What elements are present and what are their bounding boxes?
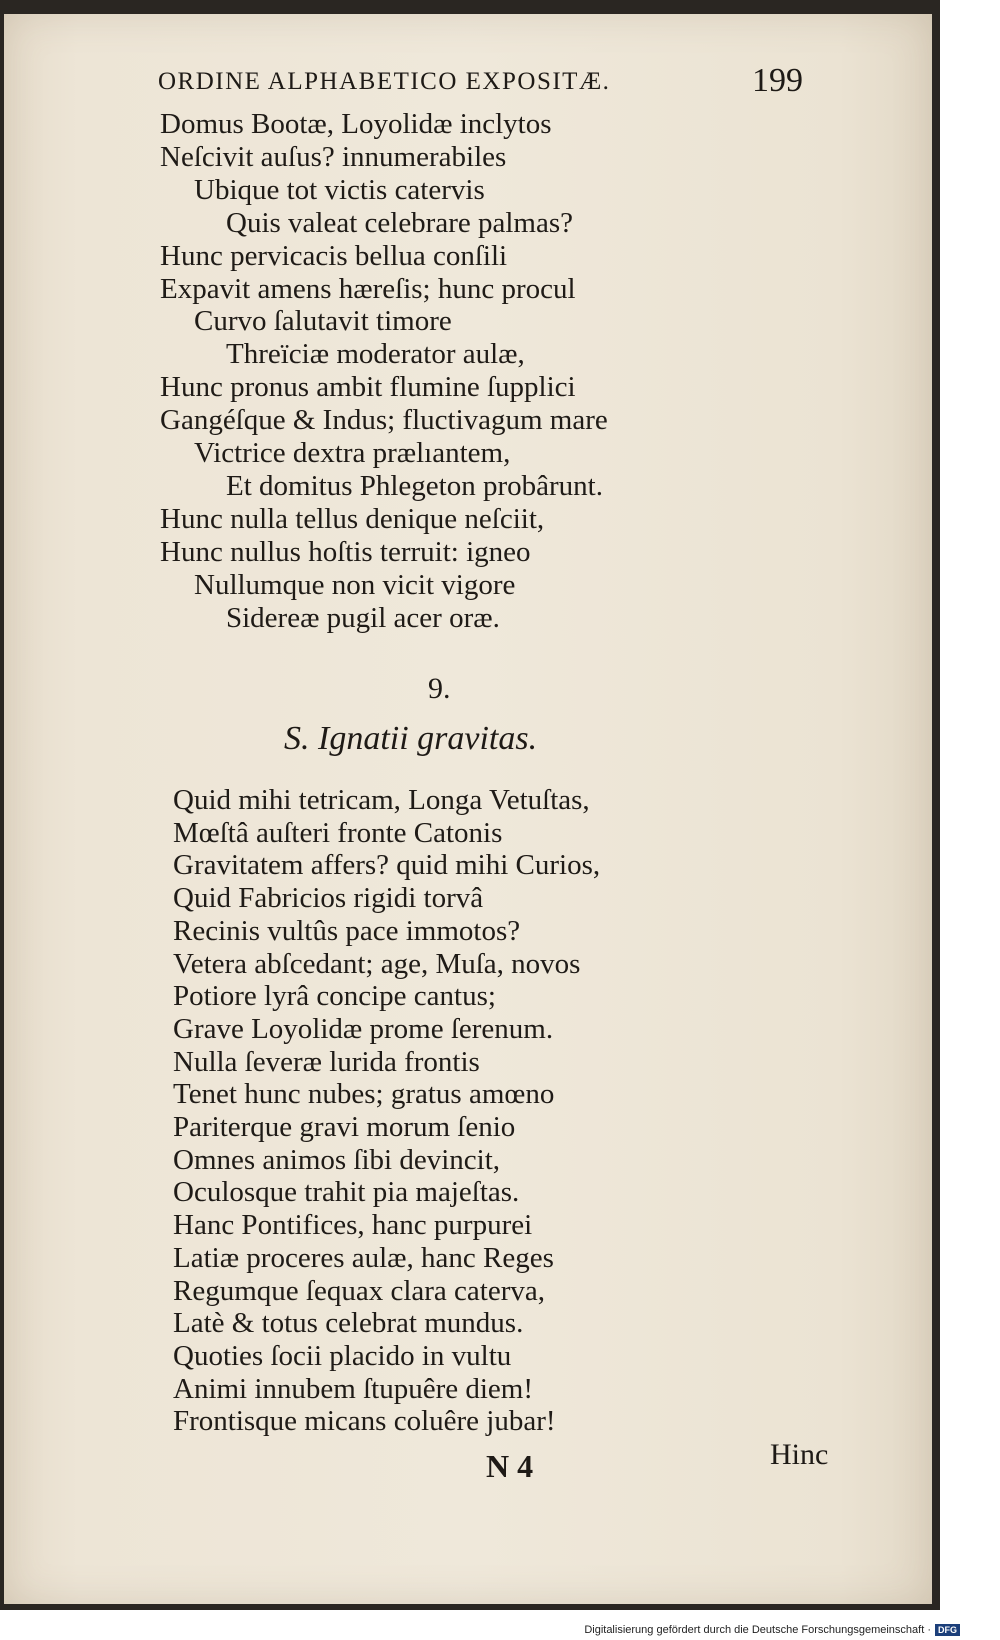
verse-line: Quis valeat celebrare palmas? (226, 206, 574, 239)
ode-continued (160, 108, 780, 635)
signature-mark: N 4 (486, 1448, 534, 1484)
verse-line: Gangéſque & Indus; fluctivagum mare (160, 404, 608, 437)
verse-line: Potiore lyrâ concipe cantus; (173, 980, 496, 1013)
verse-line: Nulla ſeveræ lurida frontis (173, 1045, 480, 1078)
verse-line: Grave Loyolidæ prome ſerenum. (173, 1012, 554, 1045)
verse-line: Hunc pervicacis bellua conſili (160, 239, 508, 272)
catchword: Hinc (770, 1438, 829, 1471)
verse-line: Hunc nulla tellus denique neſciit, (160, 502, 545, 535)
ode-9 (173, 784, 793, 1438)
verse-line: Threïciæ moderator aulæ, (226, 338, 525, 371)
dfg-logo: DFG (935, 1624, 960, 1636)
page-number: 199 (752, 62, 803, 99)
verse-line: Regumque ſequax clara caterva, (173, 1274, 545, 1307)
verse-line: Quoties ſocii placido in vultu (173, 1339, 512, 1372)
verse-line: Hanc Pontifices, hanc purpurei (173, 1209, 533, 1242)
verse-line: Oculosque trahit pia majeſtas. (173, 1176, 520, 1209)
verse-line: Pariterque gravi morum ſenio (173, 1111, 516, 1144)
verse-line: Latè & totus celebrat mundus. (173, 1307, 524, 1340)
verse-line: Curvo ſalutavit timore (194, 305, 452, 338)
verse-line: Neſcivit auſus? innumerabiles (160, 140, 507, 173)
verse-line: Ubique tot victis catervis (194, 173, 485, 206)
verse-line: Animi innubem ſtupuêre diem! (173, 1372, 534, 1405)
verse-line: Quid Fabricios rigidi torvâ (173, 882, 484, 915)
digitization-credit (584, 1624, 960, 1636)
verse-line: Vetera abſcedant; age, Muſa, novos (173, 947, 581, 980)
verse-line: Gravitatem affers? quid mihi Curios, (173, 849, 601, 882)
verse-line: Frontisque micans coluêre jubar! (173, 1405, 556, 1438)
section-title: S. Ignatii gravitas. (284, 720, 538, 757)
verse-line: Omnes animos ſibi devincit, (173, 1143, 501, 1176)
verse-line: Tenet hunc nubes; gratus amœno (173, 1078, 555, 1111)
verse-line: Mœſtâ auſteri fronte Catonis (173, 816, 503, 849)
verse-line: Recinis vultûs pace immotos? (173, 914, 521, 947)
running-head-title: ORDINE ALPHABETICO EXPOSITÆ. (158, 68, 611, 95)
running-head (158, 68, 808, 96)
credit-text: Digitalisierung gefördert durch die Deutsche Forschungsgemeinschaft · (584, 1624, 931, 1636)
verse-line: Et domitus Phlegeton probârunt. (226, 469, 603, 502)
verse-line: Nullumque non vicit vigore (194, 568, 516, 601)
verse-line: Domus Bootæ, Loyolidæ inclytos (160, 108, 552, 140)
verse-line: Hunc pronus ambit flumine ſupplici (160, 371, 576, 404)
verse-line: Victrice dextra prælıantem, (194, 437, 511, 470)
verse-line: Hunc nullus hoſtis terruit: igneo (160, 535, 531, 568)
verse-line: Quid mihi tetricam, Longa Vetuſtas, (173, 784, 590, 816)
verse-line: Expavit amens hæreſis; hunc procul (160, 272, 576, 305)
verse-line: Latiæ proceres aulæ, hanc Reges (173, 1241, 554, 1274)
section-number: 9. (428, 672, 451, 705)
verse-line: Sidereæ pugil acer oræ. (226, 601, 500, 634)
